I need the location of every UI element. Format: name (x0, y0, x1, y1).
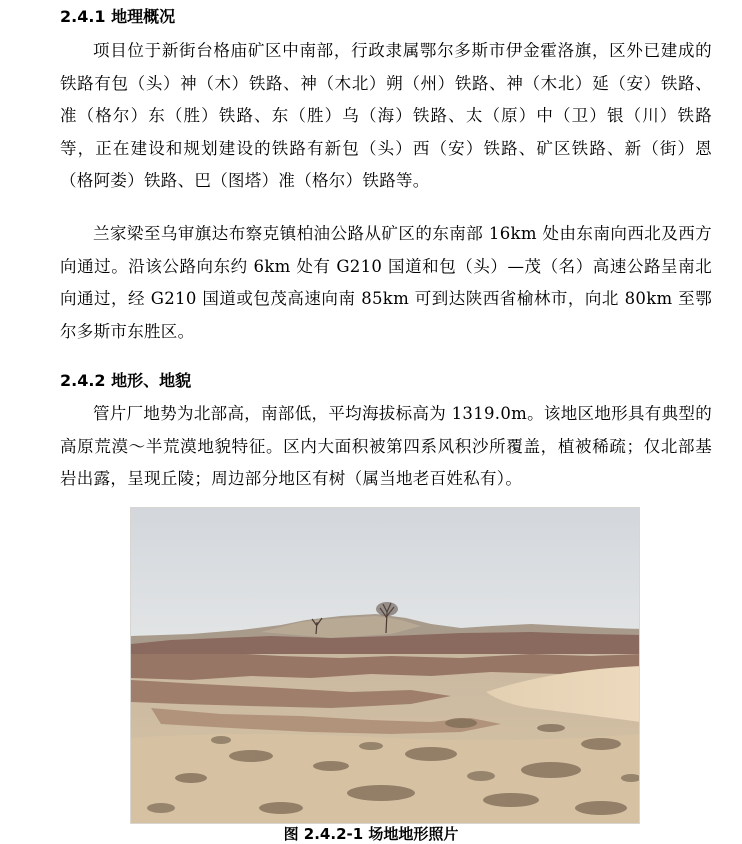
paragraph-location-railways: 项目位于新街台格庙矿区中南部，行政隶属鄂尔多斯市伊金霍洛旗，区外已建成的铁路有包（头）神（木）铁路、神（木北）朔（州）铁路、神（木北）延（安）铁路、准（格尔）东（胜）铁路、东（胜）乌（海）铁路、太（原）中（卫）银（川）铁路等，正在建设和规划建设的铁路有新包（头）西（安）铁路、矿区铁路、新（街）恩（格阿娄）铁路、巴（图塔）准（格尔）铁路等。 (60, 41, 712, 191)
paragraph-roads: 兰家梁至乌审旗达布察克镇柏油公路从矿区的东南部 16km 处由东南向西北及西方向通过。沿该公路向东约 6km 处有 G210 国道和包（头）—茂（名）高速公路呈南北向通过，经 G210 国道或包茂高速向南 85km 可到达陕西省榆林市，向北 80km 至鄂尔多斯市东胜区。 (60, 224, 712, 341)
section-heading-geography: 2.4.1 地理概况 (60, 7, 176, 26)
figure-caption: 图 2.4.2-1 场地地形照片 (283, 825, 459, 843)
site-terrain-photo (130, 507, 640, 824)
section-heading-terrain: 2.4.2 地形、地貌 (60, 371, 192, 390)
paragraph-terrain: 管片厂地势为北部高，南部低，平均海拔标高为 1319.0m。该地区地形具有典型的高原荒漠～半荒漠地貌特征。区内大面积被第四系风积沙所覆盖，植被稀疏；仅北部基岩出露，呈现丘陵；周边部分地区有树（属当地老百姓私有）。 (60, 404, 712, 489)
